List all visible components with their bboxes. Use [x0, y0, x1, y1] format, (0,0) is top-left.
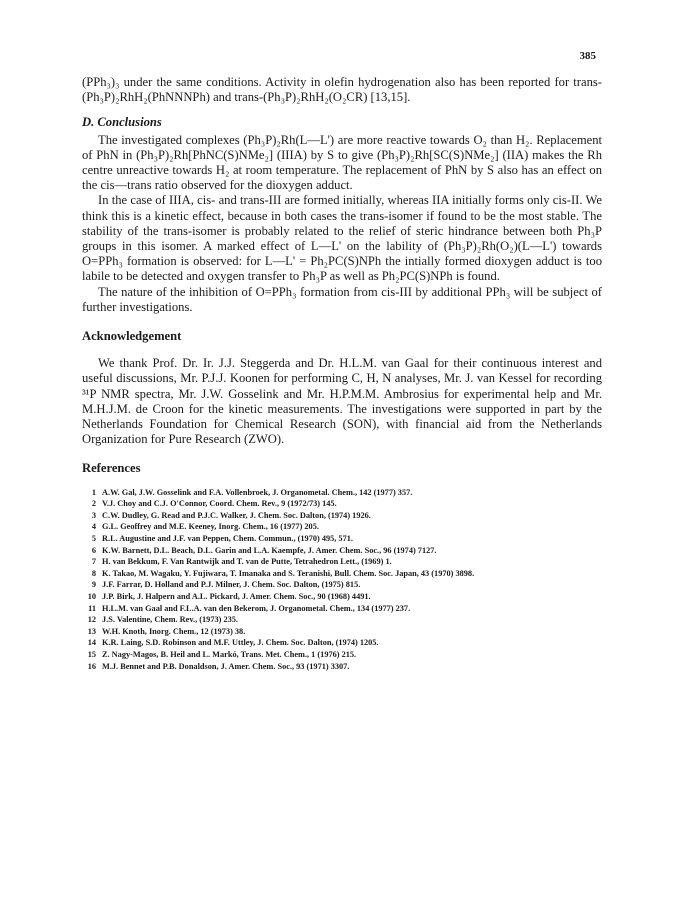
reference-text: K.W. Barnett, D.L. Beach, D.L. Garin and L.A. Kaempfe, J. Amer. Chem. Soc., 96 (1974) 7127.	[102, 545, 437, 555]
reference-text: J.S. Valentine, Chem. Rev., (1973) 235.	[102, 615, 238, 625]
reference-item	[82, 545, 602, 557]
reference-number: 11	[88, 603, 96, 613]
reference-number: 14	[87, 638, 96, 648]
reference-text: H. van Bekkum, F. Van Rantwijk and T. van de Putte, Tetrahedron Lett., (1969) 1.	[102, 557, 392, 567]
acknowledgement-heading: Acknowledgement	[82, 329, 182, 344]
reference-text: H.L.M. van Gaal and F.L.A. van den Bekerom, J. Organometal. Chem., 134 (1977) 237.	[102, 603, 411, 613]
references-list	[82, 487, 602, 673]
reference-text: W.H. Knoth, Inorg. Chem., 12 (1973) 38.	[102, 626, 246, 636]
reference-item	[82, 556, 602, 568]
reference-number: 8	[91, 568, 96, 578]
reference-text: C.W. Dudley, G. Read and P.J.C. Walker, J. Chem. Soc. Dalton, (1974) 1926.	[102, 510, 371, 520]
reference-text: K.R. Laing, S.D. Robinson and M.F. Uttley, J. Chem. Soc. Dalton, (1974) 1205.	[102, 638, 379, 648]
reference-item	[82, 637, 602, 649]
reference-text: M.J. Bennet and P.B. Donaldson, J. Amer. Chem. Soc., 93 (1971) 3307.	[102, 661, 350, 671]
reference-text: K. Takao, M. Wagaku, Y. Fujiwara, T. Imanaka and S. Teranishi, Bull. Chem. Soc. Japan, 43 (1970) 3898.	[102, 568, 475, 578]
reference-number: 3	[91, 510, 96, 520]
page-number: 385	[579, 50, 596, 62]
reference-text: J.P. Birk, J. Halpern and A.L. Pickard, J. Amer. Chem. Soc., 90 (1968) 4491.	[102, 592, 371, 602]
reference-item	[82, 661, 602, 673]
reference-text: J.F. Farrar, D. Holland and P.J. Milner, J. Chem. Soc. Dalton, (1975) 815.	[102, 580, 361, 590]
conclusions-paragraph-3: The nature of the inhibition of O=PPh₃ formation from cis-III by additional PPh₃ will be subject of further investigations.	[82, 284, 602, 314]
reference-number: 2	[91, 499, 96, 509]
acknowledgement-text: We thank Prof. Dr. Ir. J.J. Steggerda and Dr. H.L.M. van Gaal for their continuous interest and useful discussions, Mr. P.J.J. Koonen for performing C, H, N analyses, Mr. J. van Kessel for recording ³¹P NMR spectra, Mr. J.W. Gosselink and Mr. H.P.M.M. Ambrosius for experimental help and Mr. M.H.J.M. de Croon for the kinetic measurements. The investigations were supported in part by the Netherlands Foundation for Chemical Research (SON), with financial aid from the Netherlands Organization for Pure Research (ZWO).	[82, 356, 602, 447]
reference-number: 6	[91, 545, 96, 555]
reference-number: 7	[91, 557, 96, 567]
reference-number: 5	[91, 534, 96, 544]
reference-number: 16	[87, 661, 96, 671]
reference-number: 4	[91, 522, 96, 532]
conclusions-paragraph-1: The investigated complexes (Ph₃P)₂Rh(L—L') are more reactive towards O₂ than H₂. Replacement of PhN in (Ph₃P)₂Rh[PhNC(S)NMe₂] (IIIA) by S to give (Ph₃P)₂Rh[SC(S)NMe₂] (IIA) makes the Rh centre unreactive towards H₂ at room temperature. The replacement of PhN by S also has an effect on the cis—trans ratio observed for the dioxygen adduct.	[82, 132, 602, 193]
references-heading: References	[82, 461, 141, 476]
reference-item	[82, 498, 602, 510]
reference-item	[82, 614, 602, 626]
reference-item	[82, 568, 602, 580]
reference-item	[82, 521, 602, 533]
article-body	[82, 75, 602, 672]
reference-text: R.L. Augustine and J.F. van Peppen, Chem. Commun., (1970) 495, 571.	[102, 534, 353, 544]
reference-number: 9	[91, 580, 96, 590]
conclusions-paragraph-2: In the case of IIIA, cis- and trans-III are formed initially, whereas IIA initially forms only cis-II. We think this is a kinetic effect, because in both cases the trans-isomer if found to be the most stable. The stability of the trans-isomer is probably related to the relief of steric hindrance between both Ph₃P groups in this isomer. A marked effect of L—L' on the lability of (Ph₃P)₂Rh(O₂)(L—L') towards O=PPh₃ formation is observed: for L—L' = Ph₂PC(S)NPh the intially formed dioxygen adduct is too labile to be detected and oxygen transfer to Ph₃P as well as Ph₂PC(S)NPh is found.	[82, 193, 602, 284]
reference-number: 10	[87, 592, 96, 602]
conclusions-heading: D. Conclusions	[82, 115, 162, 130]
reference-text: G.L. Geoffrey and M.E. Keeney, Inorg. Chem., 16 (1977) 205.	[102, 522, 319, 532]
reference-item	[82, 626, 602, 638]
reference-number: 12	[87, 615, 96, 625]
reference-item	[82, 487, 602, 499]
reference-item	[82, 603, 602, 615]
reference-text: Z. Nagy-Magos, B. Heil and L. Markó, Trans. Met. Chem., 1 (1976) 215.	[102, 649, 357, 659]
reference-item	[82, 533, 602, 545]
reference-number: 1	[91, 487, 96, 497]
reference-number: 13	[87, 626, 96, 636]
intro-paragraph: (PPh₃)₃ under the same conditions. Activity in olefin hydrogenation also has been reported for trans-(Ph₃P)₂RhH₂(PhNNNPh) and trans-(Ph₃P)₂RhH₂(O₂CR) [13,15].	[82, 75, 602, 105]
reference-text: A.W. Gal, J.W. Gosselink and F.A. Vollenbroek, J. Organometal. Chem., 142 (1977) 357.	[102, 487, 413, 497]
reference-item	[82, 649, 602, 661]
reference-item	[82, 591, 602, 603]
reference-text: V.J. Choy and C.J. O'Connor, Coord. Chem. Rev., 9 (1972/73) 145.	[102, 499, 337, 509]
reference-item	[82, 579, 602, 591]
reference-number: 15	[87, 649, 96, 659]
reference-item	[82, 510, 602, 522]
